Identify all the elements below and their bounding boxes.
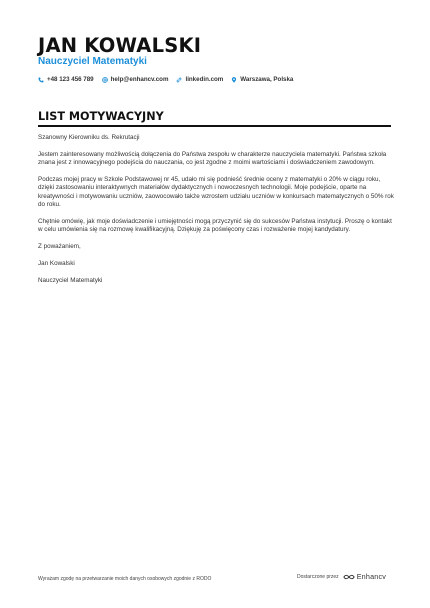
enhancv-logo-icon xyxy=(343,573,355,581)
letter-body xyxy=(38,134,394,294)
paragraph-closing: Chętnie omówię, jak moje doświadczenie i umiejętności mogą przyczynić się do sukcesów Państwa instytucji. Proszę o kontakt w celu umówienia się na rozmowę kwalifikacyjną. Dziękuję za poświęcony czas i rozważenie mojej kandydatury. xyxy=(38,218,392,234)
signature-name: Jan Kowalski xyxy=(38,260,75,268)
contact-email xyxy=(102,76,169,83)
title-divider xyxy=(38,125,391,127)
powered-by-label: Dostarczone przez xyxy=(297,573,339,580)
contact-location xyxy=(231,76,293,83)
link-icon xyxy=(176,77,182,83)
candidate-role: Nauczyciel Matematyki xyxy=(38,56,147,67)
paragraph-experience: Podczas mojej pracy w Szkole Podstawowej nr 45, udało mi się podnieść średnie oceny z matematyki o 20% w ciągu roku, dzięki zastosowaniu interaktywnych materiałów dydaktycznych i nowoczesnych technologii. Moje podejście, oparte na kreatywności i motywowaniu uczniów, zaowocowało także wzrostem udziału uczniów w konkursach matematycznych o 50% rok do roku. xyxy=(38,176,394,209)
contact-phone xyxy=(38,76,94,83)
brand-logo[interactable] xyxy=(343,572,386,581)
contact-location-text: Warszawa, Polska xyxy=(240,76,294,83)
contact-email-text[interactable]: help@enhancv.com xyxy=(110,76,169,83)
letter-title: LIST MOTYWACYJNY xyxy=(38,110,164,123)
brand-name: Enhancv xyxy=(356,572,387,581)
signature-role: Nauczyciel Matematyki xyxy=(38,276,103,284)
candidate-name: JAN KOWALSKI xyxy=(38,34,202,57)
phone-icon xyxy=(38,77,44,83)
location-pin-icon xyxy=(231,77,237,83)
contact-linkedin-text[interactable]: linkedin.com xyxy=(185,76,224,83)
closing-phrase: Z poważaniem, xyxy=(38,243,81,251)
powered-by xyxy=(297,572,386,581)
gdpr-consent: Wyrażam zgodę na przetwarzanie moich danych osobowych zgodnie z RODO xyxy=(38,576,212,582)
paragraph-intro: Jestem zainteresowany możliwością dołączenia do Państwa zespołu w charakterze nauczyciela matematyki. Państwa szkoła znana jest z innowacyjnego podejścia do nauczania, co jest zgodne z moimi wartościami i doświadczeniem zawodowym. xyxy=(38,150,387,167)
contact-phone-text[interactable]: +48 123 456 789 xyxy=(47,76,94,83)
at-icon xyxy=(102,77,108,83)
salutation: Szanowny Kierowniku ds. Rekrutacji xyxy=(38,134,140,141)
contact-linkedin xyxy=(176,76,223,83)
contact-bar xyxy=(38,76,293,83)
